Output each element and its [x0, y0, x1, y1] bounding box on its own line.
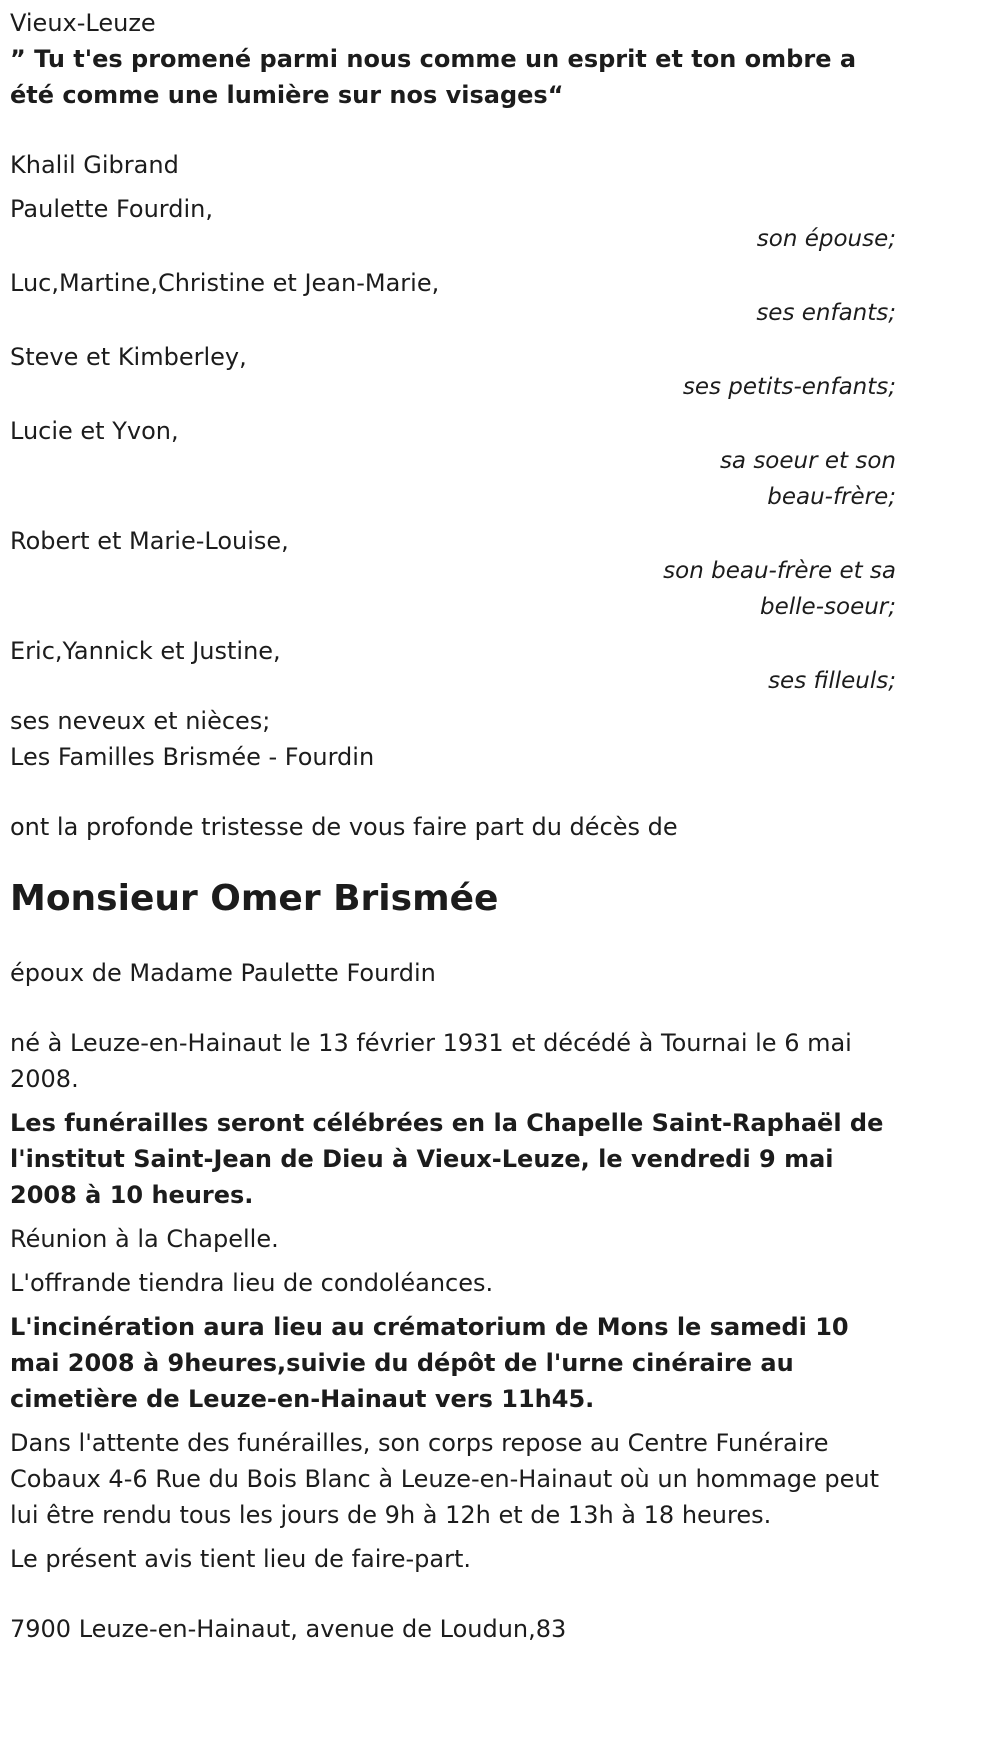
- obituary-notice: [0, 5, 896, 1647]
- relation-line: belle-soeur;: [760, 594, 896, 620]
- family-name: Lucie et Yvon,: [10, 417, 179, 445]
- relation-line: ses enfants;: [756, 300, 896, 326]
- announcement: ont la profonde tristesse de vous faire part du décès de: [10, 813, 678, 841]
- family-row: [10, 413, 896, 515]
- family-name: Robert et Marie-Louise,: [10, 527, 289, 555]
- location: Vieux-Leuze: [10, 9, 156, 37]
- nephews-line: ses neveux et nièces;: [10, 707, 271, 735]
- family-relation: [10, 553, 896, 625]
- deceased-name: Monsieur Omer Brismée: [10, 878, 499, 919]
- family-row: [10, 191, 896, 257]
- offering-line: L'offrande tiendra lieu de condoléances.: [10, 1269, 494, 1297]
- notice-line: Le présent avis tient lieu de faire-part.: [10, 1545, 472, 1573]
- family-row: [10, 339, 896, 405]
- cremation-details: L'incinération aura lieu au crématorium de Mons le samedi 10 mai 2008 à 9heures,suivie du dépôt de l'urne cinéraire au cimetière de Leuze-en-Hainaut vers 11h45.: [10, 1313, 849, 1413]
- family-name: Eric,Yannick et Justine,: [10, 637, 281, 665]
- viewing-details: Dans l'attente des funérailles, son corps repose au Centre Funéraire Cobaux 4-6 Rue du Bois Blanc à Leuze-en-Hainaut où un hommage peut lui être rendu tous les jours de 9h à 12h et de 13h à 18 heures.: [10, 1429, 880, 1529]
- funeral-details: Les funérailles seront célébrées en la Chapelle Saint-Raphaël de l'institut Saint-Jean de Dieu à Vieux-Leuze, le vendredi 9 mai 2008 à 10 heures.: [10, 1109, 884, 1209]
- family-row: [10, 265, 896, 331]
- family-name: Paulette Fourdin,: [10, 195, 213, 223]
- relation-line: ses filleuls;: [768, 668, 896, 694]
- relation-line: beau-frère;: [767, 484, 896, 510]
- family-row: [10, 523, 896, 625]
- family-row: [10, 633, 896, 699]
- address: 7900 Leuze-en-Hainaut, avenue de Loudun,83: [10, 1615, 567, 1643]
- family-name: Luc,Martine,Christine et Jean-Marie,: [10, 269, 440, 297]
- relation-line: son épouse;: [756, 226, 896, 252]
- relation-line: ses petits-enfants;: [682, 374, 896, 400]
- spouse-line: époux de Madame Paulette Fourdin: [10, 959, 436, 987]
- families-line: Les Familles Brismée - Fourdin: [10, 743, 375, 771]
- family-name: Steve et Kimberley,: [10, 343, 247, 371]
- quote-author: Khalil Gibrand: [10, 151, 179, 179]
- meeting-line: Réunion à la Chapelle.: [10, 1225, 279, 1253]
- relation-line: son beau-frère et sa: [663, 558, 896, 584]
- family-list: [10, 191, 896, 699]
- birth-death-line: né à Leuze-en-Hainaut le 13 février 1931 et décédé à Tournai le 6 mai 2008.: [10, 1029, 852, 1093]
- quote: ” Tu t'es promené parmi nous comme un esprit et ton ombre a été comme une lumière sur nos visages“: [10, 45, 857, 109]
- family-relation: [10, 443, 896, 515]
- relation-line: sa soeur et son: [719, 448, 896, 474]
